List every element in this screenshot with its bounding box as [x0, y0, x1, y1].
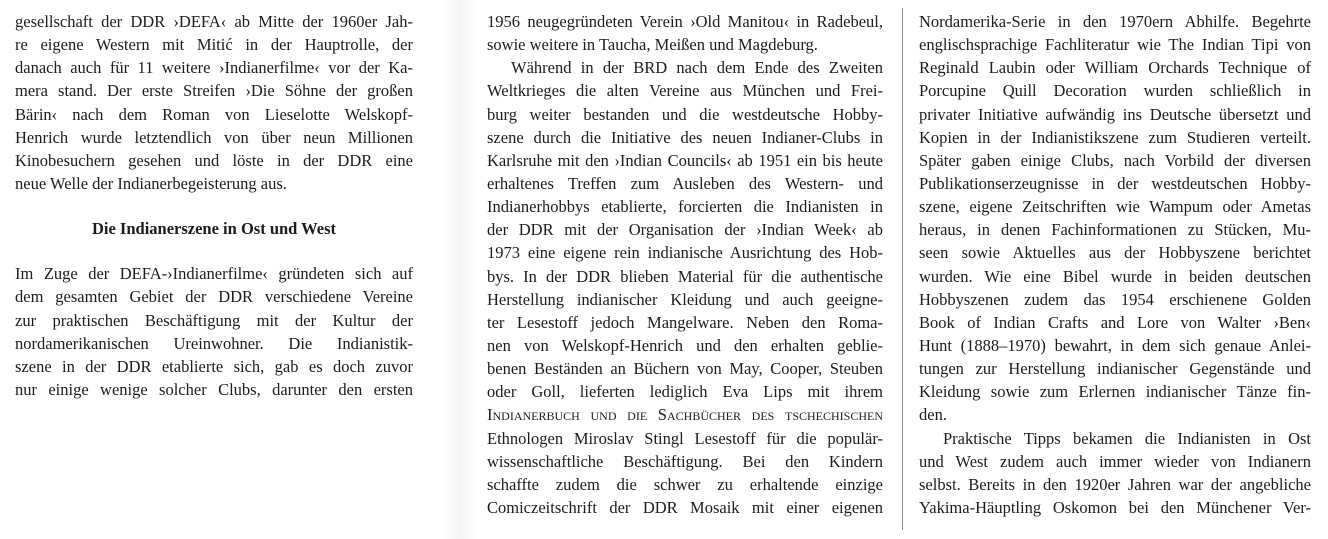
text-line: Henrich wurde letztendlich von über neun Millionen — [15, 127, 413, 147]
text-line: und West zudem auch immer wieder von Indianern — [919, 451, 1311, 471]
text-line: nen von Welskopf-Henrich und den erhalten geblie- — [487, 335, 883, 355]
column-divider — [902, 8, 903, 530]
text-line: Reginald Laubin oder William Orchards Technique of — [919, 58, 1311, 78]
left-column — [15, 10, 413, 401]
text-line: schaffte zudem die schwer zu erhaltende einzige — [487, 474, 883, 494]
text-line: der DDR mit der Organisation der ›Indian Week‹ ab — [487, 220, 883, 240]
text-line: Kopien in der Indianistikszene zum Studieren verteilt. — [919, 127, 1311, 147]
text-line: ter Lesestoff jedoch Mangelware. Neben den Roma- — [487, 312, 883, 332]
text-line: heraus, in denen Fachinformationen zu Stücken, Mu- — [919, 220, 1311, 240]
text-line: danach auch für 11 weitere ›Indianerfilme‹ vor der Ka- — [15, 58, 413, 78]
text-line: Später gaben einige Clubs, nach Vorbild der diversen — [919, 150, 1311, 170]
text-line: neue Welle der Indianerbegeisterung aus. — [15, 173, 287, 193]
text-line: tungen zur Herstellung indianischer Gegenstände und — [919, 359, 1311, 379]
text-line: Porcupine Quill Decoration wurden schließlich in — [919, 81, 1311, 101]
text-line: dem gesamten Gebiet der DDR verschiedene Vereine — [15, 287, 413, 307]
text-line: benen Beständen an Büchern von May, Cooper, Steuben — [487, 359, 883, 379]
text-line: Book of Indian Crafts and Lore von Walter ›Ben‹ — [919, 312, 1311, 332]
text-line: szene, eigene Zeitschriften wie Wampum oder Ametas — [919, 197, 1311, 217]
middle-column — [487, 10, 883, 519]
text-line: nordamerikanischen Ureinwohner. Die Indianistik- — [15, 333, 413, 353]
text-line: Weltkrieges die alten Vereine aus München und Frei- — [487, 81, 883, 101]
text-line: Indianerbuch und die Sachbücher des tschechischen — [487, 405, 883, 425]
text-line: szene in der DDR etablierte sich, gab es doch zuvor — [15, 356, 413, 376]
right-column — [919, 10, 1311, 519]
text-line: Nordamerika-Serie in den 1970ern Abhilfe. Begehrte — [919, 12, 1311, 31]
text-line: oder Goll, lieferten lediglich Eva Lips mit ihrem — [487, 382, 883, 402]
text-line: Bärin‹ nach dem Roman von Lieselotte Welskopf- — [15, 104, 413, 124]
text-line: Praktische Tipps bekamen die Indianisten in Ost — [943, 428, 1311, 448]
text-line: zur praktischen Beschäftigung mit der Kultur der — [15, 310, 413, 330]
text-line: seen sowie Aktuelles aus der Hobbyszene berichtet — [919, 243, 1311, 263]
text-line: 1973 eine eigene rein indianische Ausrichtung des Hob- — [487, 243, 883, 263]
text-line: Im Zuge der DEFA-›Indianerfilme‹ gründeten sich auf — [15, 264, 413, 284]
text-line: Yakima-Häuptling Oskomon bei den Münchener Ver- — [919, 497, 1311, 517]
text-line: Kinobesuchern gesehen und löste in der DDR eine — [15, 150, 413, 170]
text-line: mera stand. Der erste Streifen ›Die Söhne der großen — [15, 81, 413, 101]
text-line: Indianerhobbys etablierte, forcierten die Indianisten in — [487, 197, 883, 217]
text-line: wurden. Wie eine Bibel wurde in beiden deutschen — [919, 266, 1311, 286]
text-line: szene durch die Initiative des neuen Indianer-Clubs in — [487, 127, 883, 147]
text-line: re eigene Western mit Mitić in der Hauptrolle, der — [15, 35, 413, 55]
text-line: Karlsruhe mit den ›Indian Councils‹ ab 1951 ein bis heute — [487, 150, 883, 170]
text-line: Kleidung sowie zum Erlernen indianischer Tänze fin- — [919, 382, 1311, 402]
text-line: nur einige wenige solcher Clubs, darunter den ersten — [15, 379, 413, 399]
text-line: 1956 neugegründeten Verein ›Old Manitou‹ in Radebeul, — [487, 12, 883, 31]
text-line: bys. In der DDR blieben Material für die authentische — [487, 266, 883, 286]
text-line: Publikationserzeugnisse in der westdeutschen Hobby- — [919, 173, 1311, 193]
text-line: selbst. Bereits in den 1920er Jahren war der angebliche — [919, 474, 1311, 494]
text-line: wissenschaftliche Beschäftigung. Bei den Kindern — [487, 451, 883, 471]
text-line: Herstellung indianischer Kleidung und auch geeigne- — [487, 289, 883, 309]
text-line: Während in der BRD nach dem Ende des Zweiten — [511, 58, 883, 78]
text-line: Ethnologen Miroslav Stingl Lesestoff für die populär- — [487, 428, 883, 448]
page-gutter-shadow — [440, 0, 480, 539]
text-line: sowie weitere in Taucha, Meißen und Magdeburg. — [487, 35, 818, 55]
section-heading: Die Indianerszene in Ost und West — [91, 219, 337, 239]
text-line: burg weiter bestanden und die westdeutsche Hobby- — [487, 104, 883, 124]
text-line: den. — [919, 405, 947, 425]
text-line: Hunt (1888–1970) bewahrt, in dem sich genaue Anlei- — [919, 335, 1311, 355]
text-line: Hobbyszenen zudem das 1954 erschienene Golden — [919, 289, 1311, 309]
text-line: Comiczeitschrift der DDR Mosaik mit einer eigenen — [487, 497, 883, 517]
text-line: erhaltenes Treffen zum Ausleben des Western- und — [487, 173, 883, 193]
text-line: privater Initiative aufwändig ins Deutsche übersetzt und — [919, 104, 1311, 124]
text-line: gesellschaft der DDR ›DEFA‹ ab Mitte der 1960er Jah- — [15, 12, 413, 31]
text-line: englischsprachige Fachliteratur wie The Indian Tipi von — [919, 35, 1311, 55]
